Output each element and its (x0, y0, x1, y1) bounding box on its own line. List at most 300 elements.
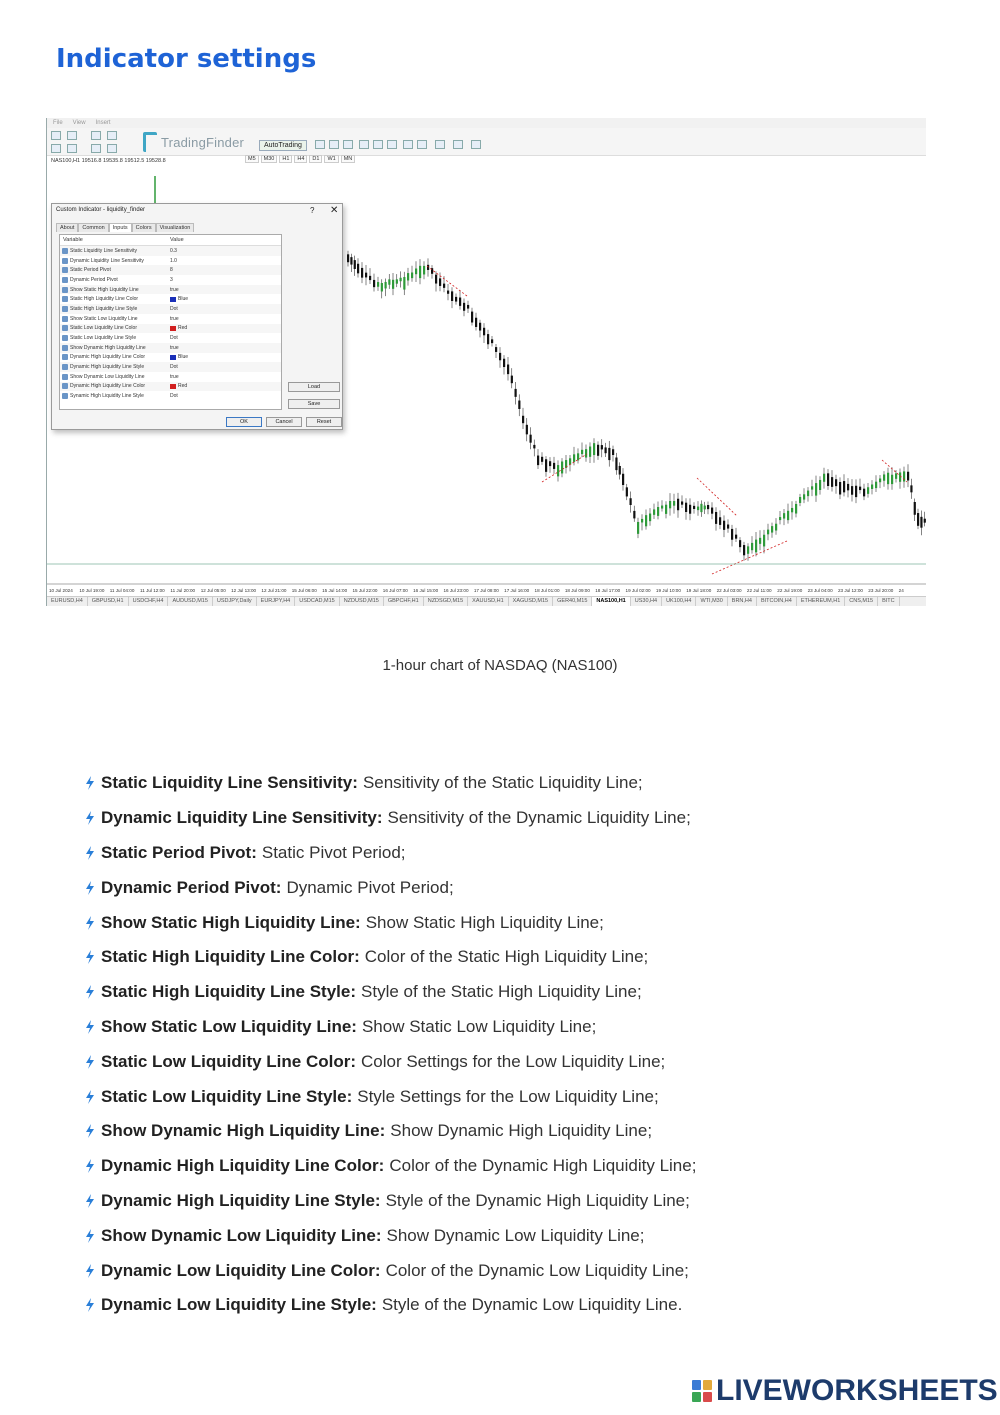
candle-body (731, 529, 733, 540)
candle-body (459, 298, 461, 306)
figure-caption: 1-hour chart of NASDAQ (NAS100) (382, 657, 618, 674)
candle-body (755, 540, 757, 553)
candle-body (573, 454, 575, 462)
candle-body (719, 517, 721, 525)
input-variable-name (60, 374, 170, 380)
candle-body (561, 461, 563, 473)
input-variable-label: Dynamic High Liquidity Line Style (70, 364, 145, 371)
candle-body (689, 505, 691, 514)
settings-list (84, 766, 696, 1323)
tab-colors[interactable]: Colors (132, 223, 156, 232)
input-row[interactable] (60, 304, 281, 314)
help-icon[interactable]: ? (310, 206, 315, 215)
input-variable-name (60, 335, 170, 341)
candle-body (669, 501, 671, 508)
lightning-bolt-icon (84, 1019, 96, 1035)
candle-body (479, 323, 481, 331)
input-value-label: Dot (170, 335, 178, 342)
symbol-tab[interactable]: AUDUSD,M15 (168, 597, 212, 606)
lightning-bolt-icon (84, 1193, 96, 1209)
time-tick-label: 15 Jul 22:00 (352, 588, 378, 593)
timeframe-d1[interactable]: D1 (309, 155, 322, 163)
setting-item (84, 836, 696, 871)
ok-button[interactable]: OK (226, 417, 262, 427)
setting-label: Static High Liquidity Line Color: (101, 947, 360, 967)
candle-body (787, 511, 789, 520)
cancel-button[interactable]: Cancel (266, 417, 302, 427)
input-value-label: Dot (170, 305, 178, 312)
setting-description: Sensitivity of the Static Liquidity Line; (362, 773, 643, 793)
time-tick-label: 23 Jul 04:00 (807, 588, 833, 593)
parameter-icon (62, 316, 68, 322)
time-tick-label: 12 Jul 13:00 (231, 588, 257, 593)
input-variable-name (60, 364, 170, 370)
setting-description: Sensitivity of the Dynamic Liquidity Line; (387, 808, 691, 828)
page-title: Indicator settings (56, 44, 317, 74)
candle-body (443, 284, 445, 288)
input-value[interactable] (170, 277, 173, 283)
input-value[interactable] (170, 258, 177, 264)
candle-body (735, 535, 737, 539)
setting-description: Show Dynamic Low Liquidity Line; (386, 1225, 645, 1245)
input-value-label: 0.3 (170, 247, 177, 254)
time-tick-label: 22 Jul 19:00 (777, 588, 803, 593)
lightning-bolt-icon (84, 1054, 96, 1070)
input-value-label: 8 (170, 267, 173, 274)
parameter-icon (62, 267, 68, 273)
time-tick-label: 11 Jul 12:00 (140, 588, 165, 593)
tab-visualization[interactable]: Visualization (156, 223, 195, 232)
candle-body (471, 312, 473, 323)
setting-label: Dynamic Period Pivot: (101, 877, 282, 897)
candle-body (641, 519, 643, 523)
candle-body (807, 491, 809, 497)
input-variable-label: Static Low Liquidity Line Color (70, 325, 137, 332)
setting-label: Dynamic Low Liquidity Line Color: (101, 1260, 381, 1280)
dynamic-high-liquidity-line (882, 460, 907, 482)
setting-label: Dynamic High Liquidity Line Color: (101, 1156, 385, 1176)
time-tick-label: 18 Jul 01:00 (534, 588, 560, 593)
setting-description: Show Dynamic High Liquidity Line; (390, 1121, 653, 1141)
setting-description: Style of the Static High Liquidity Line; (361, 982, 642, 1002)
symbol-tab[interactable]: USDCHF,H4 (129, 597, 169, 606)
symbol-tab[interactable]: NAS100,H1 (592, 597, 630, 606)
parameter-icon (62, 364, 68, 370)
candle-body (685, 503, 687, 512)
candle-body (522, 416, 524, 423)
input-variable-name (60, 306, 170, 312)
input-row[interactable] (60, 353, 281, 363)
vertical-line-icon[interactable] (91, 144, 101, 153)
crosshair-icon[interactable] (67, 144, 77, 153)
menu-file[interactable]: File (53, 120, 63, 126)
dynamic-low-liquidity-line (712, 541, 787, 574)
candle-body (483, 328, 485, 336)
menu-insert[interactable]: Insert (95, 120, 111, 126)
input-value[interactable] (170, 374, 179, 380)
symbol-tab[interactable]: USDCAD,M15 (295, 597, 339, 606)
input-value[interactable] (170, 316, 179, 322)
candle-body (427, 265, 429, 270)
symbol-tab[interactable]: NZDUSD,M15 (340, 597, 384, 606)
candle-body (503, 359, 505, 367)
symbol-tab[interactable]: XAUUSD,H1 (468, 597, 508, 606)
candle-body (537, 456, 539, 466)
candle-body (381, 283, 383, 291)
navigator-icon[interactable] (91, 131, 101, 140)
candle-body (924, 519, 926, 523)
input-row[interactable] (60, 294, 281, 304)
candle-body (771, 526, 773, 532)
logo-square (703, 1380, 712, 1390)
candle-body (619, 466, 621, 475)
tab-common[interactable]: Common (78, 223, 108, 232)
lightning-bolt-icon (84, 1297, 96, 1313)
input-value[interactable] (170, 383, 187, 389)
setting-description: Color of the Dynamic High Liquidity Line; (389, 1156, 697, 1176)
input-variable-name (60, 325, 170, 331)
time-tick-label: 11 Jul 20:00 (170, 588, 196, 593)
load-button[interactable]: Load (288, 382, 340, 392)
symbol-tab[interactable]: BITCOIN,H4 (757, 597, 797, 606)
tab-about[interactable]: About (56, 223, 78, 232)
candle-body (843, 481, 845, 492)
zoom-in-icon[interactable] (359, 140, 369, 149)
candle-body (593, 443, 595, 455)
save-button[interactable]: Save (288, 399, 340, 409)
candle-body (649, 514, 651, 522)
candle-body (373, 280, 375, 287)
candle-body (361, 268, 363, 278)
setting-item (84, 1253, 696, 1288)
parameter-icon (62, 345, 68, 351)
parameter-icon (62, 393, 68, 399)
candle-body (799, 497, 801, 503)
parameter-icon (62, 277, 68, 283)
input-value-label: Blue (178, 354, 189, 361)
candle-body (645, 515, 647, 526)
inputs-grid-rows (60, 246, 281, 401)
line-chart-icon[interactable] (343, 140, 353, 149)
timeframe-m5[interactable]: M5 (245, 155, 259, 163)
symbol-tab[interactable]: USDJPY,Daily (213, 597, 257, 606)
lightning-bolt-icon (84, 949, 96, 965)
color-swatch (170, 355, 176, 360)
close-icon[interactable]: ✕ (330, 205, 339, 216)
parameter-icon (62, 354, 68, 360)
time-tick-label: 19 Jul 18:00 (686, 588, 712, 593)
lightning-bolt-icon (84, 1089, 96, 1105)
input-row[interactable] (60, 343, 281, 353)
candle-body (855, 486, 857, 497)
input-value[interactable] (170, 248, 177, 254)
input-row[interactable] (60, 362, 281, 372)
candle-body (723, 521, 725, 530)
input-value[interactable] (170, 325, 187, 331)
timeframe-h4[interactable]: H4 (294, 155, 307, 163)
menu-bar (47, 118, 926, 128)
candle-body (700, 504, 702, 512)
input-value-label: Dot (170, 393, 178, 400)
templates-icon[interactable] (471, 140, 481, 149)
bar-chart-icon[interactable] (315, 140, 325, 149)
candle-body (354, 260, 356, 269)
reset-button[interactable]: Reset (306, 417, 342, 427)
time-tick-label: 15 Jul 14:00 (322, 588, 348, 593)
input-row[interactable] (60, 333, 281, 343)
setting-item (84, 1218, 696, 1253)
parameter-icon (62, 258, 68, 264)
terminal-icon[interactable] (107, 131, 117, 140)
timeframe-w1[interactable]: W1 (324, 155, 338, 163)
symbol-tab[interactable]: US30,H4 (631, 597, 662, 606)
input-variable-name (60, 258, 170, 264)
value-column-header: Value (170, 237, 184, 243)
dynamic-high-liquidity-line (697, 478, 737, 516)
inputs-grid (59, 234, 282, 410)
symbol-tab[interactable]: EURUSD,H4 (47, 597, 88, 606)
candle-body (369, 276, 371, 280)
symbol-tab[interactable]: BRN,H4 (728, 597, 757, 606)
input-value[interactable] (170, 393, 178, 399)
chart-shift-icon[interactable] (417, 140, 427, 149)
candle-body (392, 280, 394, 289)
candle-body (887, 473, 889, 484)
candle-body (419, 266, 421, 278)
setting-item (84, 1044, 696, 1079)
candle-body (435, 275, 437, 284)
candle-body (608, 448, 610, 460)
candle-body (487, 334, 489, 344)
new-chart-icon[interactable] (51, 131, 61, 140)
indicators-icon[interactable] (435, 140, 445, 149)
candle-body (653, 509, 655, 514)
input-value[interactable] (170, 354, 188, 360)
color-swatch (170, 326, 176, 331)
input-value[interactable] (170, 267, 173, 273)
candle-body (831, 477, 833, 487)
input-row[interactable] (60, 275, 281, 285)
candle-body (883, 474, 885, 480)
trendline-icon[interactable] (107, 144, 117, 153)
setting-label: Show Dynamic Low Liquidity Line: (101, 1225, 382, 1245)
candle-body (549, 461, 551, 466)
time-tick-label: 16 Jul 23:00 (443, 588, 469, 593)
candle-body (357, 264, 359, 274)
setting-description: Color of the Dynamic Low Liquidity Line; (385, 1260, 689, 1280)
custom-indicator-dialog (51, 203, 343, 430)
input-value[interactable] (170, 364, 178, 370)
symbol-tab[interactable]: WTI,M30 (696, 597, 727, 606)
time-tick-label: 10 Jul 19:00 (79, 588, 105, 593)
candle-body (851, 486, 853, 495)
input-row[interactable] (60, 246, 281, 256)
logo-square (692, 1392, 701, 1402)
input-variable-label: Static Liquidity Line Sensitivity (70, 247, 137, 254)
input-row[interactable] (60, 265, 281, 275)
candle-body (811, 486, 813, 489)
setting-description: Show Static High Liquidity Line; (365, 912, 604, 932)
parameter-icon (62, 287, 68, 293)
time-tick-label: 16 Jul 15:00 (413, 588, 439, 593)
candle-body (557, 465, 559, 476)
symbol-tab[interactable]: EURJPY,H4 (257, 597, 296, 606)
input-variable-label: Static High Liquidity Line Color (70, 296, 139, 303)
setting-description: Style of the Dynamic Low Liquidity Line. (381, 1295, 683, 1315)
candle-chart-icon[interactable] (329, 140, 339, 149)
candle-body (385, 282, 387, 289)
candle-body (597, 445, 599, 456)
candle-body (779, 517, 781, 520)
lightning-bolt-icon (84, 984, 96, 1000)
candle-body (403, 277, 405, 290)
setting-label: Show Static Low Liquidity Line: (101, 1016, 357, 1036)
setting-label: Static High Liquidity Line Style: (101, 982, 357, 1002)
symbol-tab[interactable]: GBPUSD,H1 (88, 597, 129, 606)
symbol-tab[interactable]: NZDSGD,M15 (424, 597, 468, 606)
candle-body (791, 508, 793, 512)
candle-body (396, 279, 398, 283)
candle-body (518, 401, 520, 409)
candle-body (907, 472, 909, 481)
input-variable-label: Static High Liquidity Line Style (70, 305, 138, 312)
setting-item (84, 940, 696, 975)
profiles-icon[interactable] (67, 131, 77, 140)
candle-body (681, 501, 683, 504)
symbol-tab[interactable]: CNS,M15 (845, 597, 878, 606)
input-value[interactable] (170, 296, 188, 302)
candle-body (423, 266, 425, 275)
tile-icon[interactable] (387, 140, 397, 149)
color-swatch (170, 297, 176, 302)
candle-body (411, 272, 413, 278)
logo-square (692, 1380, 701, 1390)
setting-label: Static Liquidity Line Sensitivity: (101, 773, 358, 793)
setting-item (84, 1288, 696, 1323)
candle-body (739, 540, 741, 547)
time-tick-label: 22 Jul 03:00 (716, 588, 742, 593)
setting-description: Static Pivot Period; (261, 842, 406, 862)
input-row[interactable] (60, 285, 281, 295)
variable-column-header: Variable (63, 237, 83, 243)
setting-label: Show Dynamic High Liquidity Line: (101, 1121, 386, 1141)
setting-label: Static Period Pivot: (101, 842, 257, 862)
setting-label: Dynamic Low Liquidity Line Style: (101, 1295, 377, 1315)
timeframe-mn[interactable]: MN (341, 155, 356, 163)
input-row[interactable] (60, 391, 281, 401)
input-variable-name (60, 287, 170, 293)
lightning-bolt-icon (84, 915, 96, 931)
candle-body (612, 449, 614, 455)
zoom-out-icon[interactable] (373, 140, 383, 149)
candle-body (751, 543, 753, 550)
parameter-icon (62, 383, 68, 389)
symbol-tab[interactable]: XAGUSD,M15 (509, 597, 553, 606)
input-variable-name (60, 248, 170, 254)
symbol-tab[interactable]: ETHEREUM,H1 (797, 597, 845, 606)
input-value[interactable] (170, 345, 179, 351)
candle-body (626, 487, 628, 496)
tab-inputs[interactable]: Inputs (109, 223, 132, 232)
candle-body (673, 501, 675, 506)
candle-body (693, 506, 695, 509)
symbol-tab[interactable]: GER40,M15 (553, 597, 592, 606)
candle-body (581, 450, 583, 454)
input-variable-label: Dynamic High Liquidity Line Color (70, 383, 146, 390)
chart-symbol-info: NAS100,H1 19516.8 19535.8 19512.5 19528.8 (51, 158, 166, 164)
autotrading-button[interactable]: AutoTrading (259, 140, 307, 151)
candle-body (847, 484, 849, 490)
input-variable-label: Static Period Pivot (70, 267, 111, 274)
cursor-icon[interactable] (51, 144, 61, 153)
candle-body (743, 545, 745, 555)
candle-body (605, 447, 607, 453)
candle-body (585, 449, 587, 457)
candle-body (545, 459, 547, 472)
time-tick-label: 24 (898, 588, 904, 593)
periods-icon[interactable] (453, 140, 463, 149)
candle-body (677, 499, 679, 510)
input-variable-label: Synamic High Liquidity Line Style (70, 393, 144, 400)
candle-body (759, 538, 761, 544)
menu-view[interactable]: View (72, 120, 86, 126)
candle-body (715, 512, 717, 524)
candle-body (795, 504, 797, 514)
symbol-tab[interactable]: GBPCHF,H1 (384, 597, 424, 606)
input-row[interactable] (60, 256, 281, 266)
candle-body (920, 517, 922, 528)
input-value[interactable] (170, 287, 179, 293)
input-variable-name (60, 277, 170, 283)
candle-body (475, 318, 477, 327)
lightning-bolt-icon (84, 1228, 96, 1244)
autoscroll-icon[interactable] (403, 140, 413, 149)
input-value-label: Dot (170, 364, 178, 371)
candle-body (819, 480, 821, 490)
setting-item (84, 1010, 696, 1045)
timeframe-m30[interactable]: M30 (261, 155, 278, 163)
tradingfinder-mark-icon (143, 132, 157, 152)
time-tick-label: 17 Jul 16:00 (504, 588, 530, 593)
tradingfinder-logo (143, 132, 244, 152)
input-row[interactable] (60, 324, 281, 334)
input-value[interactable] (170, 306, 178, 312)
candle-body (815, 483, 817, 495)
candle-body (657, 507, 659, 516)
timeframe-h1[interactable]: H1 (279, 155, 292, 163)
candle-body (451, 291, 453, 301)
setting-item (84, 1079, 696, 1114)
candle-body (377, 282, 379, 287)
candle-body (895, 473, 897, 478)
symbol-tab[interactable]: UK100,H4 (662, 597, 696, 606)
candle-body (665, 505, 667, 514)
candle-body (775, 524, 777, 531)
candle-body (495, 347, 497, 352)
candle-body (530, 435, 532, 443)
candle-body (553, 463, 555, 469)
time-tick-label: 18 Jul 09:00 (564, 588, 590, 593)
candle-body (455, 297, 457, 302)
input-row[interactable] (60, 372, 281, 382)
input-value[interactable] (170, 335, 178, 341)
input-row[interactable] (60, 382, 281, 392)
candle-body (875, 482, 877, 488)
input-row[interactable] (60, 314, 281, 324)
candle-body (891, 475, 893, 484)
symbol-tab[interactable]: BITC (878, 597, 900, 606)
logo-square (703, 1392, 712, 1402)
